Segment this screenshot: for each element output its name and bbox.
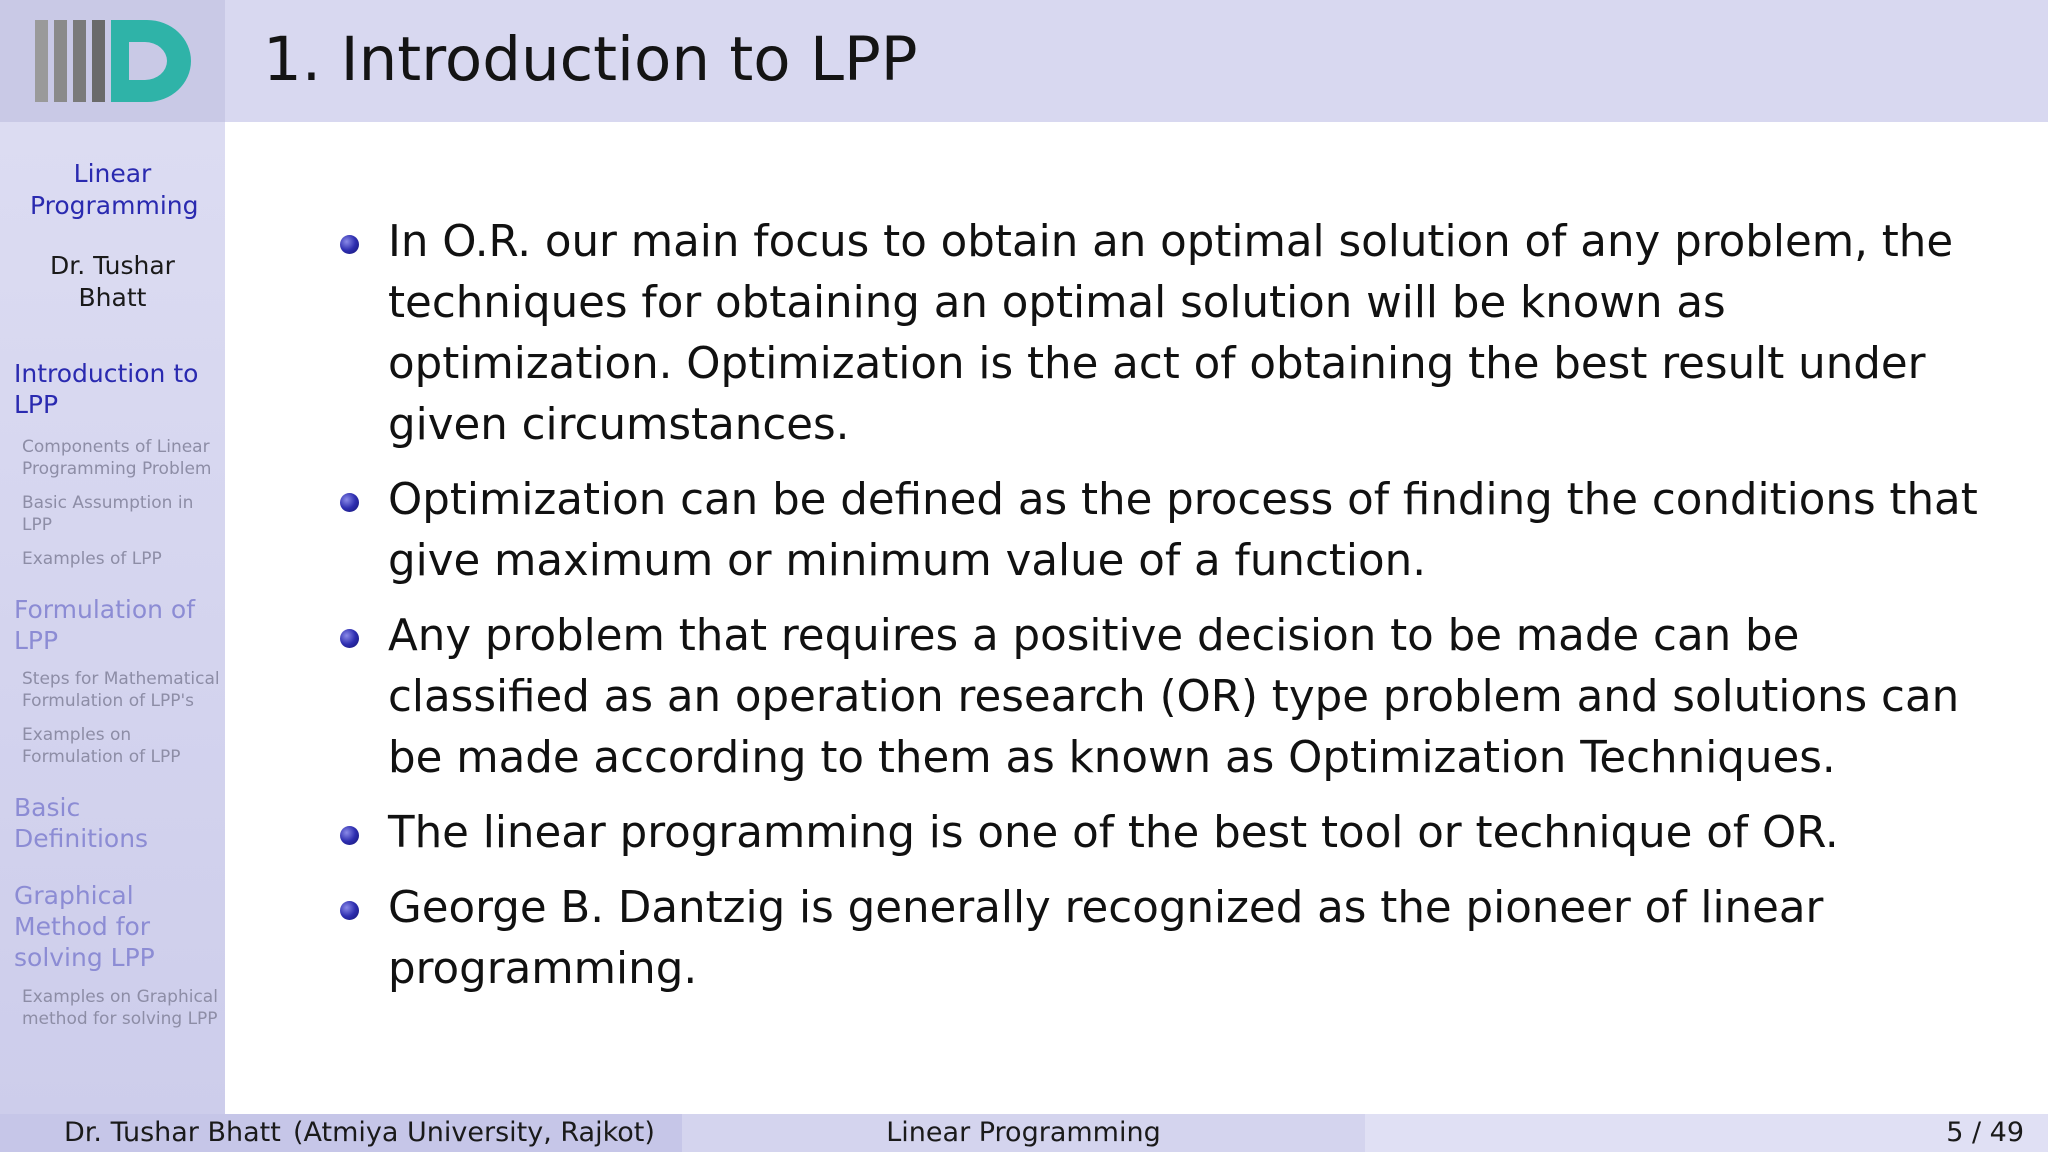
footer-page-number: 5 / 49	[1946, 1117, 2024, 1148]
bullet-text: George B. Dantzig is generally recognized as the pioneer of linear programming.	[388, 883, 1824, 994]
bullet-text: The linear programming is one of the best tool or technique of OR.	[388, 808, 1839, 858]
slide-content	[340, 212, 2000, 1014]
logo-area	[0, 0, 225, 122]
bullet-text: Any problem that requires a positive decision to be made can be classified as an operation research (OR) type problem and solutions can be made according to them as known as Optimization Techniques.	[388, 611, 1960, 783]
sidebar-subsection-examples-graphical[interactable]: Examples on Graphical method for solving LPP	[22, 987, 218, 1029]
sidebar-subsection-components[interactable]: Components of Linear Programming Problem	[22, 437, 212, 479]
bullet-list	[340, 212, 2000, 1000]
bullet-item	[340, 212, 2000, 456]
footer-page-segment	[1365, 1114, 2048, 1152]
bullet-dot-icon	[340, 901, 359, 920]
bullet-item	[340, 803, 2000, 864]
iitd-logo-icon	[35, 20, 195, 102]
bullet-item	[340, 470, 2000, 592]
bullet-text: In O.R. our main focus to obtain an optimal solution of any problem, the techniques for obtaining an optimal solution will be known as optimization. Optimization is the act of obtaining the best result under given circumstances.	[388, 217, 1954, 450]
sidebar-nav	[0, 122, 225, 1114]
bullet-dot-icon	[340, 826, 359, 845]
bullet-dot-icon	[340, 235, 359, 254]
slide-title: 1. Introduction to LPP	[263, 24, 918, 95]
footer-title-segment	[682, 1114, 1365, 1152]
sidebar-author: Dr. Tushar Bhatt	[50, 251, 175, 312]
sidebar-section-graphical-method[interactable]: Graphical Method for solving LPP	[14, 881, 155, 972]
footer-title: Linear Programming	[886, 1117, 1161, 1148]
slide-header	[0, 0, 2048, 122]
sidebar-subsection-examples-lpp[interactable]: Examples of LPP	[22, 549, 162, 569]
bullet-item	[340, 878, 2000, 1000]
bullet-text: Optimization can be defined as the process of finding the conditions that give maximum or minimum value of a function.	[388, 475, 1978, 586]
sidebar-subsection-basic-assumption[interactable]: Basic Assumption in LPP	[22, 493, 194, 535]
sidebar-subsection-steps-formulation[interactable]: Steps for Mathematical Formulation of LPP's	[22, 669, 220, 711]
sidebar-presentation-title[interactable]: Linear Programming	[30, 159, 199, 220]
sidebar-section-basic-definitions[interactable]: Basic Definitions	[14, 793, 149, 853]
footer-author: Dr. Tushar Bhatt	[64, 1117, 281, 1148]
sidebar-section-introduction[interactable]: Introduction to LPP	[14, 359, 199, 419]
sidebar-section-formulation[interactable]: Formulation of LPP	[14, 595, 196, 655]
footer-institute: (Atmiya University, Rajkot)	[293, 1117, 655, 1148]
footer-author-segment	[0, 1114, 682, 1152]
bullet-dot-icon	[340, 629, 359, 648]
bullet-dot-icon	[340, 493, 359, 512]
sidebar-subsection-examples-formulation[interactable]: Examples on Formulation of LPP	[22, 725, 181, 767]
bullet-item	[340, 606, 2000, 789]
slide-footer	[0, 1114, 2048, 1152]
